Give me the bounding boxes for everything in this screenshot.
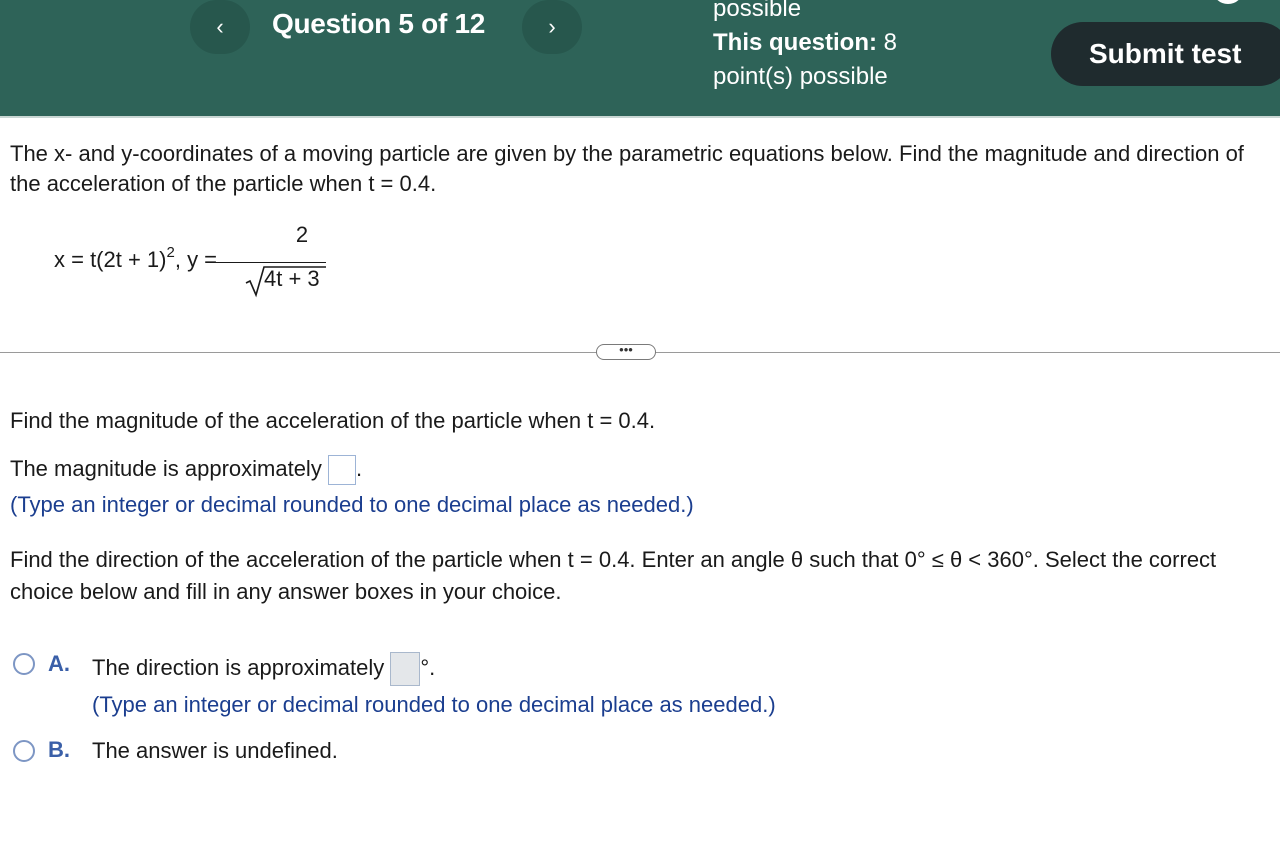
points-line-2 <box>713 26 897 60</box>
next-question-button[interactable] <box>522 0 582 54</box>
parametric-equations <box>54 222 354 298</box>
points-label: This question: <box>713 29 877 56</box>
choice-b-text[interactable]: The answer is undefined. <box>92 738 338 763</box>
chevron-left-icon: ‹ <box>216 14 224 39</box>
submit-test-button[interactable]: Submit test <box>1051 22 1280 86</box>
equation-separator: , y = <box>174 247 218 272</box>
top-header <box>0 0 1280 118</box>
points-info <box>713 0 897 94</box>
part1-hint: (Type an integer or decimal rounded to one decimal place as needed.) <box>10 492 694 517</box>
choice-a-letter: A. <box>48 651 70 676</box>
choice-a-radio[interactable] <box>13 653 35 675</box>
show-more-button[interactable]: ••• <box>596 344 656 360</box>
chevron-right-icon: › <box>548 14 556 39</box>
points-line-1: possible <box>713 0 802 22</box>
choice-b-radio[interactable] <box>13 740 35 762</box>
points-line-3: point(s) possible <box>713 63 888 90</box>
equation-x-exponent: 2 <box>166 244 175 261</box>
fraction-denominator: 4t + 3 <box>264 266 320 291</box>
choice-b-letter: B. <box>48 737 70 762</box>
choice-a-hint: (Type an integer or decimal rounded to one decimal place as needed.) <box>92 692 776 717</box>
choice-a-suffix: °. <box>420 654 436 680</box>
choice-a-prefix: The direction is approximately <box>92 654 391 680</box>
part2-prompt: Find the direction of the acceleration of the particle when t = 0.4. Enter an angle θ such that 0° ≤ θ < 360°. Select the correct choice below and fill in any answer boxes in your choice. <box>10 547 1217 604</box>
part1-answer-suffix: . <box>355 456 363 481</box>
direction-answer-input[interactable] <box>390 652 420 686</box>
part1-answer-line <box>10 454 362 485</box>
part1-prompt: Find the magnitude of the acceleration of the particle when t = 0.4. <box>10 408 656 433</box>
fraction-numerator: 2 <box>295 222 309 247</box>
previous-question-button[interactable] <box>190 0 250 54</box>
magnitude-answer-input[interactable] <box>328 455 356 485</box>
question-text: The x- and y-coordinates of a moving particle are given by the parametric equations below. Find the magnitude and direction of the acceleration of the particle when t = 0.4. <box>10 141 1244 196</box>
part1-answer-prefix: The magnitude is approximately <box>10 456 328 481</box>
gear-icon[interactable] <box>1210 0 1246 8</box>
question-counter: Question 5 of 12 <box>272 8 486 39</box>
equation-x-base: x = t(2t + 1) <box>54 247 167 272</box>
choice-a-line <box>92 652 435 686</box>
points-value: 8 <box>877 29 898 56</box>
equation-x <box>54 244 217 273</box>
